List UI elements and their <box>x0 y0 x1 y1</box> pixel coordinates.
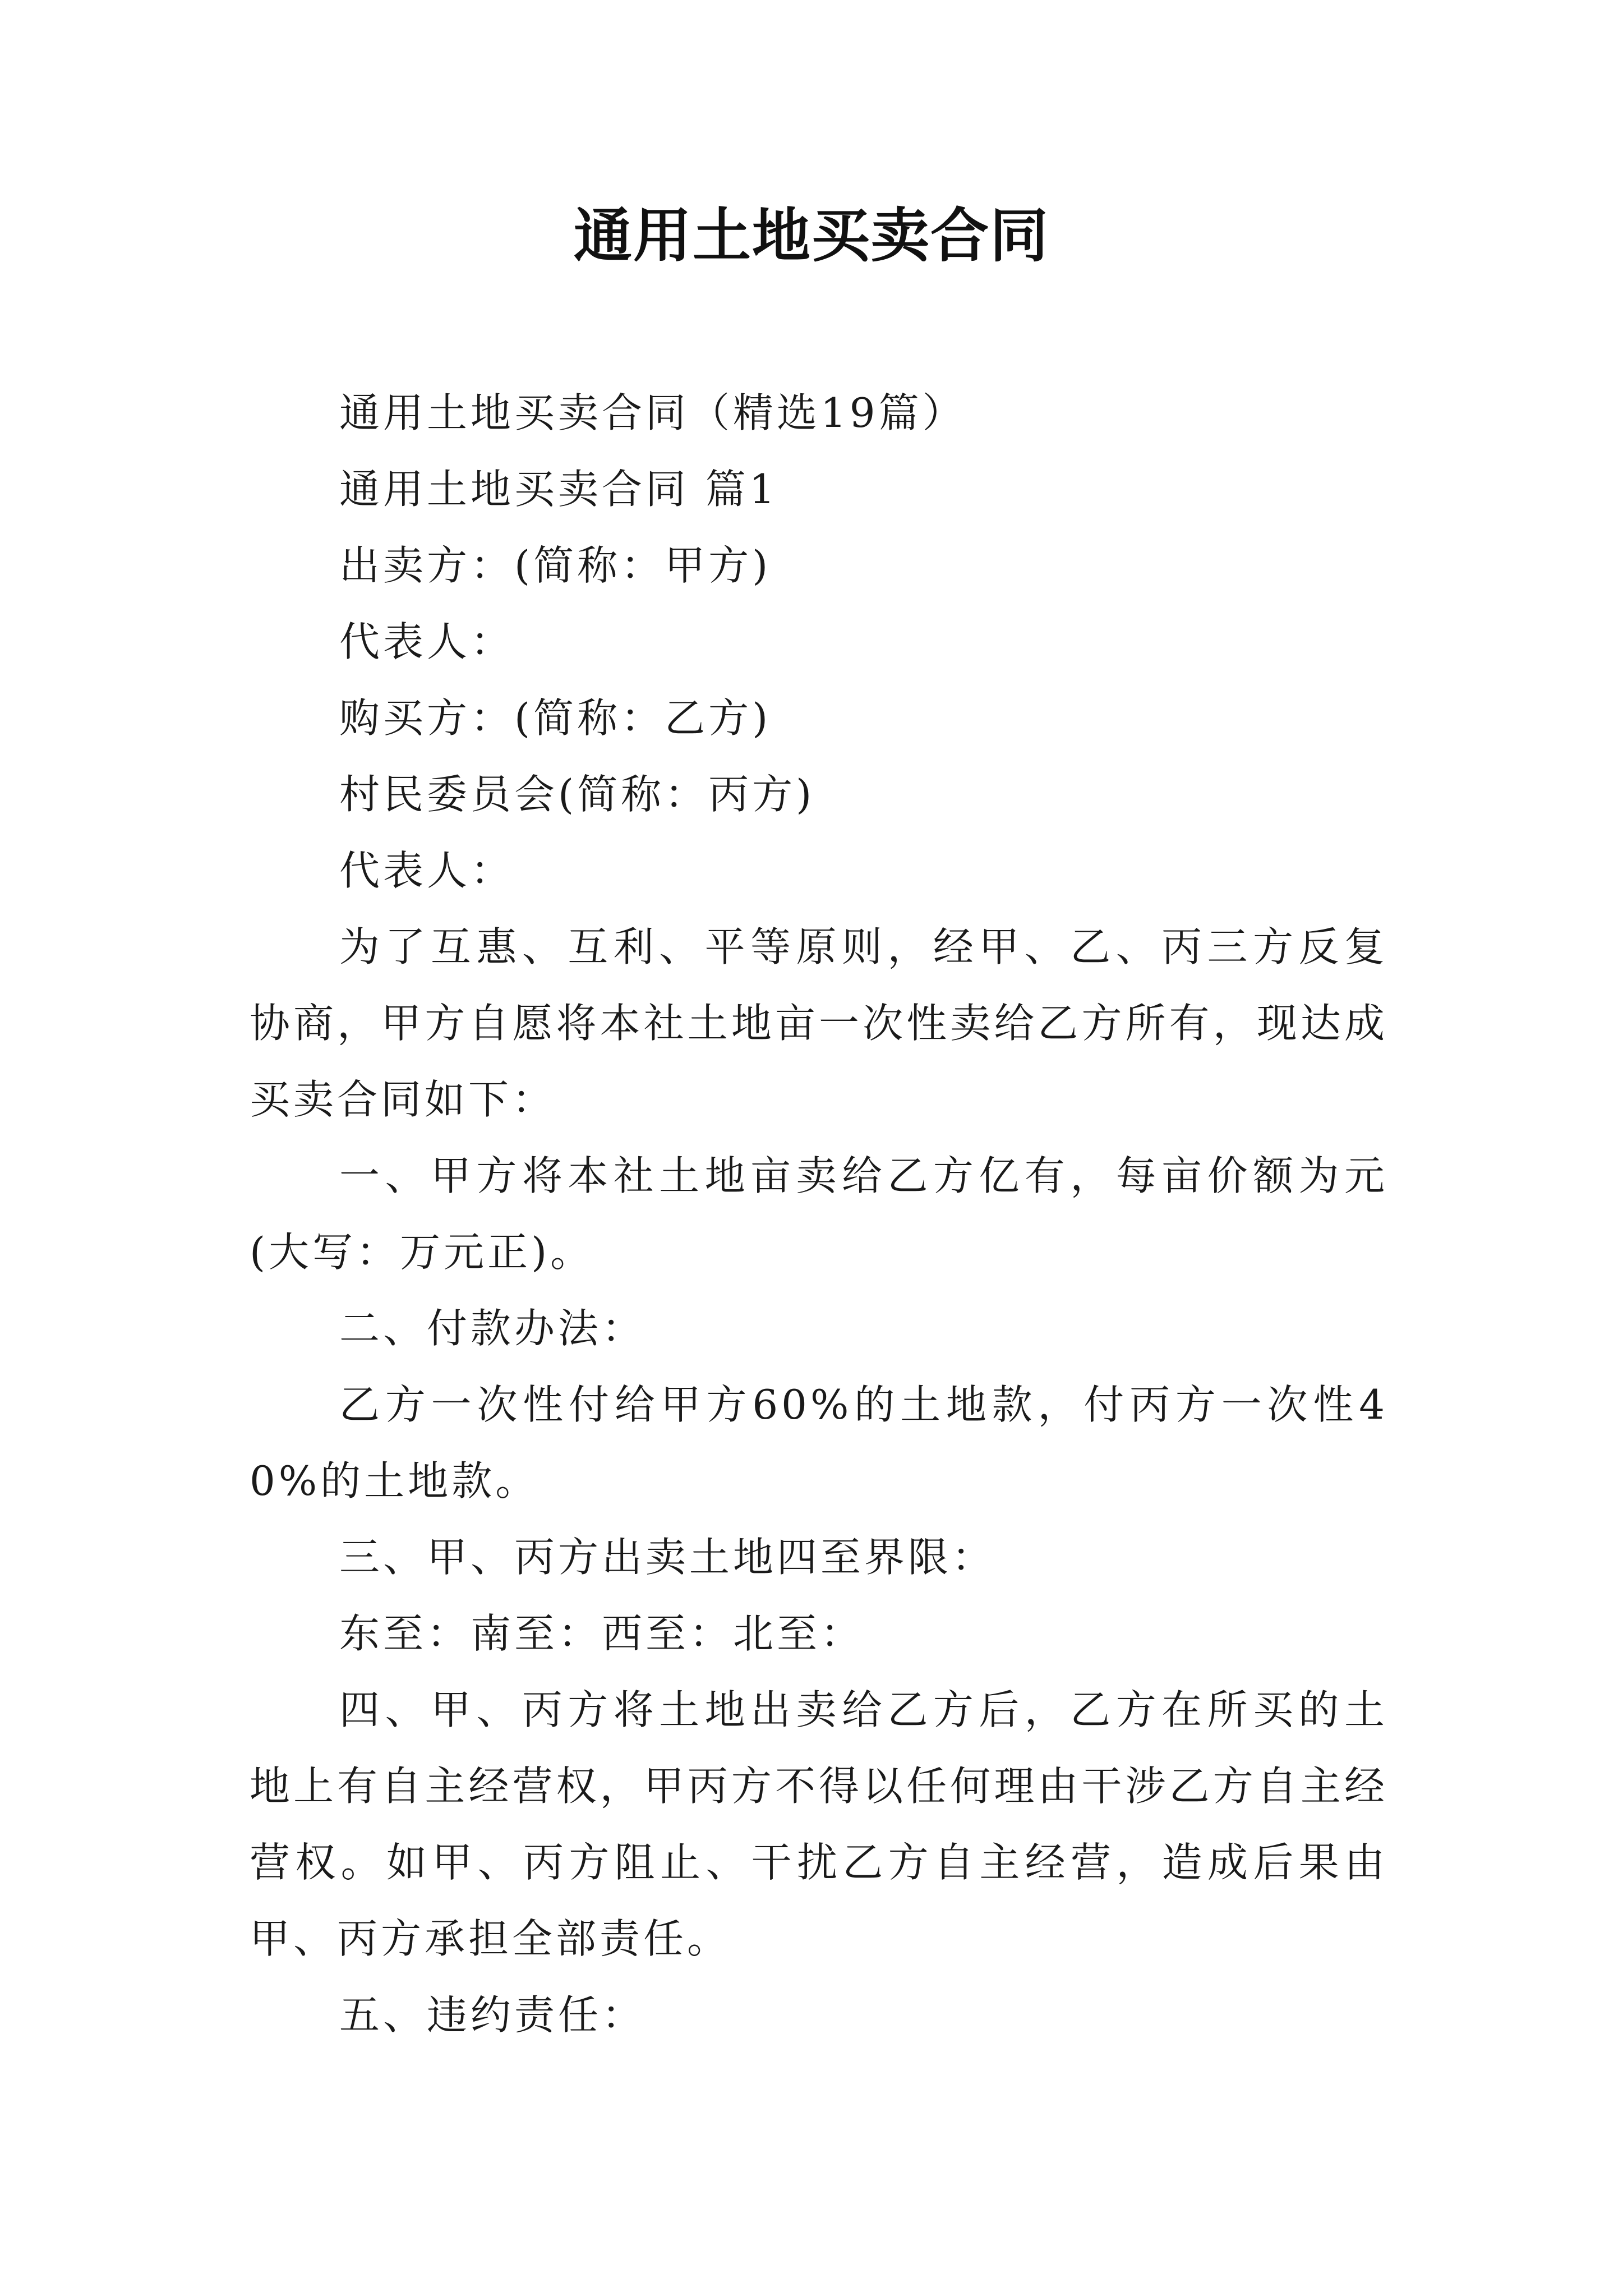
paragraph-clause-4: 四、甲、丙方将土地出卖给乙方后，乙方在所买的土地上有自主经营权，甲丙方不得以任何理由干涉乙方自主经营权。如甲、丙方阻止、干扰乙方自主经营，造成后果由甲、丙方承担全部责任。 <box>250 1686 1388 1962</box>
paragraph-clause-2-body: 乙方一次性付给甲方60%的土地款，付丙方一次性40%的土地款。 <box>250 1381 1388 1504</box>
paragraph-buyer: 购买方：(简称：乙方) <box>339 694 772 742</box>
paragraph-preamble: 为了互惠、互利、平等原则，经甲、乙、丙三方反复协商，甲方自愿将本社土地亩一次性卖给乙方所有，现达成买卖合同如下： <box>250 923 1388 1123</box>
paragraph-clause-5-heading: 五、违约责任： <box>339 1991 646 2039</box>
document-body <box>250 375 1388 2053</box>
paragraph-clause-1: 一、甲方将本社土地亩卖给乙方亿有，每亩价额为元(大写：万元正)。 <box>250 1152 1388 1276</box>
paragraph-clause-3-heading: 三、甲、丙方出卖土地四至界限： <box>339 1534 996 1581</box>
document-title: 通用土地买卖合同 <box>573 201 1049 270</box>
paragraph-seller: 出卖方：(简称：甲方) <box>339 542 772 589</box>
paragraph-section-heading: 通用土地买卖合同 篇1 <box>339 466 778 513</box>
paragraph-village-committee: 村民委员会(简称：丙方) <box>339 771 815 818</box>
paragraph-clause-3-boundaries: 东至：南至：西至：北至： <box>339 1610 865 1657</box>
paragraph-subtitle: 通用土地买卖合同（精选19篇） <box>339 389 966 436</box>
paragraph-committee-representative: 代表人： <box>339 847 515 894</box>
paragraph-clause-2-heading: 二、付款办法： <box>339 1305 646 1352</box>
paragraph-seller-representative: 代表人： <box>339 618 515 665</box>
